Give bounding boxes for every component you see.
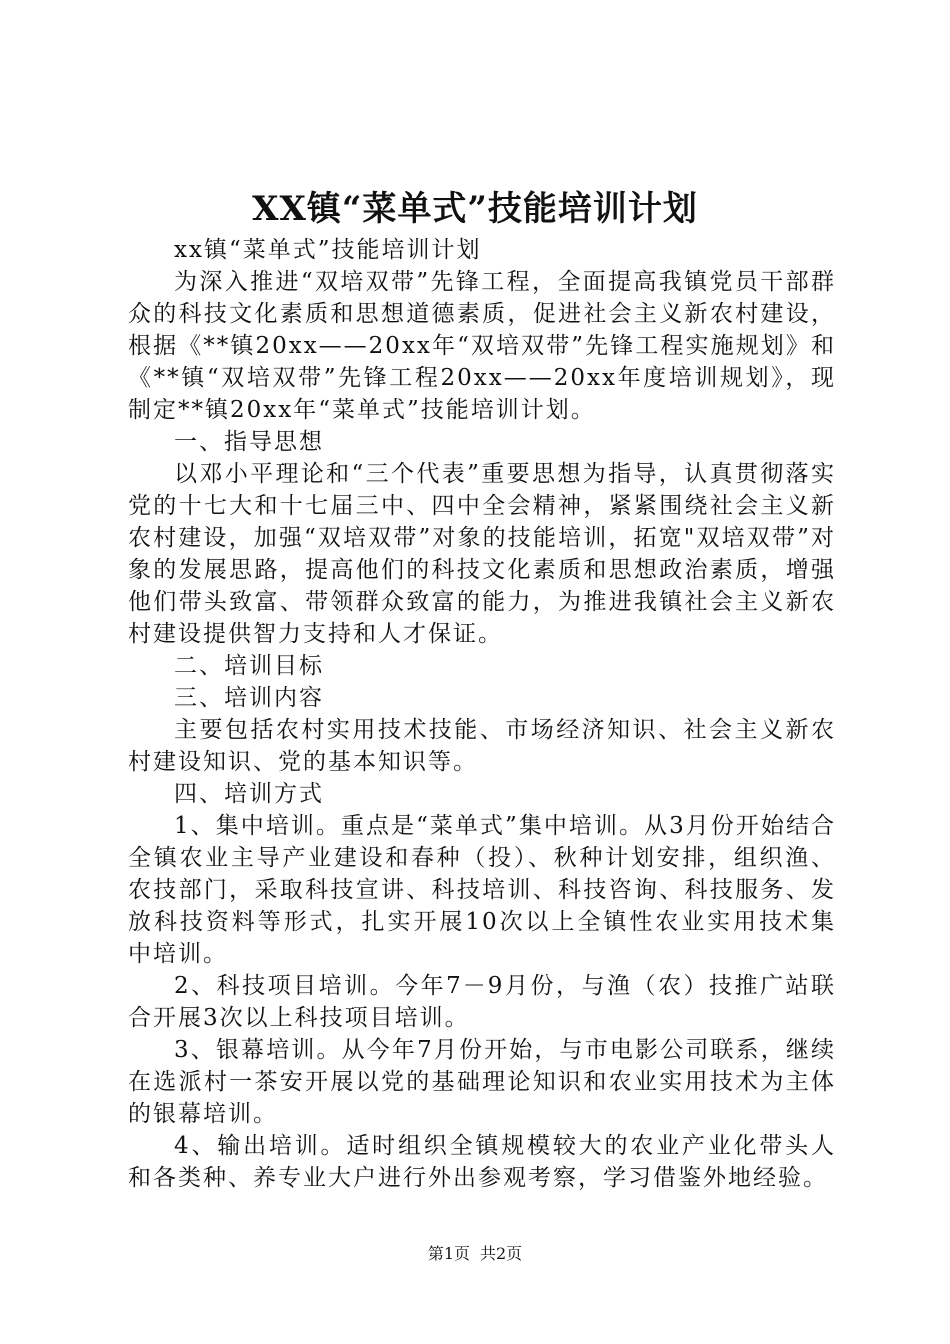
page-footer — [0, 1243, 950, 1265]
intro-paragraph: 为深入推进“双培双带”先锋工程，全面提高我镇党员干部群众的科技文化素质和思想道德素质，促进社会主义新农村建设，根据《**镇20xx——20xx年“双培双带”先锋工程实施规划》和《**镇“双培双带”先锋工程20xx——20xx年度培训规划》，现制定**镇20xx年“菜单式”技能培训计划。 — [128, 269, 836, 423]
section-heading-guiding-ideology: 一、指导思想 — [174, 429, 324, 455]
method-centralized-training: 1、集中培训。重点是“菜单式”集中培训。从3月份开始结合全镇农业主导产业建设和春种（投）、秋种计划安排，组织渔、农技部门，采取科技宣讲、科技培训、科技咨询、科技服务、发放科技资料等形式，扎实开展10次以上全镇性农业实用技术集中培训。 — [128, 813, 836, 967]
method-outbound-training: 4、输出培训。适时组织全镇规模较大的农业产业化带头人和各类种、养专业大户进行外出参观考察，学习借鉴外地经验。 — [128, 1133, 836, 1191]
subtitle-paragraph: xx镇“菜单式”技能培训计划 — [174, 237, 482, 263]
method-screen-training: 3、银幕培训。从今年7月份开始，与市电影公司联系，继续在选派村一茶安开展以党的基础理论知识和农业实用技术为主体的银幕培训。 — [128, 1037, 836, 1127]
method-project-training: 2、科技项目培训。今年7－9月份，与渔（农）技推广站联合开展3次以上科技项目培训。 — [128, 973, 836, 1031]
guiding-ideology-paragraph: 以邓小平理论和“三个代表”重要思想为指导，认真贯彻落实党的十七大和十七届三中、四中全会精神，紧紧围绕社会主义新农村建设，加强“双培双带”对象的技能培训，拓宽"双培双带”对象的发展思路，提高他们的科技文化素质和思想政治素质，增强他们带头致富、带领群众致富的能力，为推进我镇社会主义新农村建设提供智力支持和人才保证。 — [128, 461, 836, 647]
section-heading-training-content: 三、培训内容 — [174, 685, 324, 711]
section-heading-training-methods: 四、培训方式 — [174, 781, 324, 807]
page-total: 共2页 — [480, 1244, 523, 1263]
page-number: 第1页 — [427, 1244, 470, 1263]
section-heading-training-goals: 二、培训目标 — [174, 653, 324, 679]
document-title: XX镇“菜单式”技能培训计划 — [252, 189, 698, 229]
document-body — [128, 234, 836, 1194]
training-content-paragraph: 主要包括农村实用技术技能、市场经济知识、社会主义新农村建设知识、党的基本知识等。 — [128, 717, 836, 775]
